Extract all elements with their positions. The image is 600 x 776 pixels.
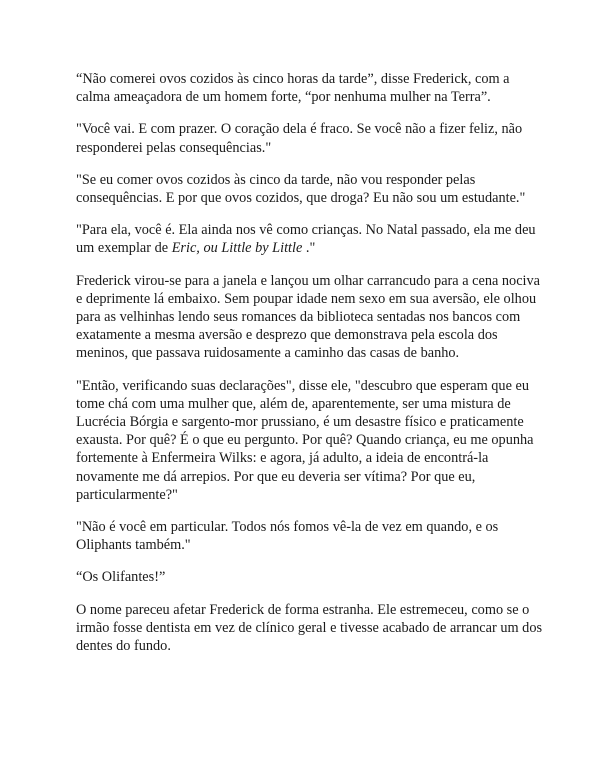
document-body <box>76 70 546 669</box>
book-title: Eric, ou Little by Little <box>171 240 303 257</box>
paragraph-2: "Você vai. E com prazer. O coração dela é fraco. Se você não a fizer feliz, não responderei pelas consequências." <box>76 121 523 156</box>
paragraph-8: “Os Olifantes!” <box>76 569 166 586</box>
paragraph-9: O nome pareceu afetar Frederick de forma estranha. Ele estremeceu, como se o irmão fosse dentista em vez de clínico geral e tivesse acabado de arrancar um dos dentes do fundo. <box>76 601 543 655</box>
paragraph-1: “Não comerei ovos cozidos às cinco horas da tarde”, disse Frederick, com a calma ameaçadora de um homem forte, “por nenhuma mulher na Terra”. <box>76 71 510 106</box>
paragraph-4 <box>76 221 546 257</box>
paragraph-6: "Então, verificando suas declarações", disse ele, "descubro que esperam que eu tome chá com uma mulher que, além de, aparentemente, ser uma mistura de Lucrécia Bórgia e sargento-mor prussiano, é um desastre físico e praticamente exausta. Por quê? É o que eu pergunto. Por quê? Quando criança, eu me opunha fortemente à Enfermeira Wilks: e agora, já adulto, a ideia de encontrá-la novamente me dá arrepios. Por que eu deveria ser vítima? Por que eu, particularmente?" <box>76 377 534 503</box>
paragraph-4-text-before: "Para ela, você é. Ela ainda nos vê como crianças. No Natal passado, ela me deu um exemplar de <box>76 222 536 257</box>
paragraph-4-text-after: ." <box>302 240 316 257</box>
paragraph-3: "Se eu comer ovos cozidos às cinco da tarde, não vou responder pelas consequências. E por que ovos cozidos, que droga? Eu não sou um estudante." <box>76 171 526 207</box>
paragraph-7: "Não é você em particular. Todos nós fomos vê-la de vez em quando, e os Oliphants também." <box>76 519 499 554</box>
paragraph-5: Frederick virou-se para a janela e lançou um olhar carrancudo para a cena nociva e deprimente lá embaixo. Sem poupar idade nem sexo em sua aversão, ele olhou para as velhinhas lendo seus romances da biblioteca sentadas nos bancos com exatamente a mesma aversão e desprezo que demonstrava pela escola dos meninos, que passava ruidosamente a caminho das casas de banho. <box>76 272 541 362</box>
